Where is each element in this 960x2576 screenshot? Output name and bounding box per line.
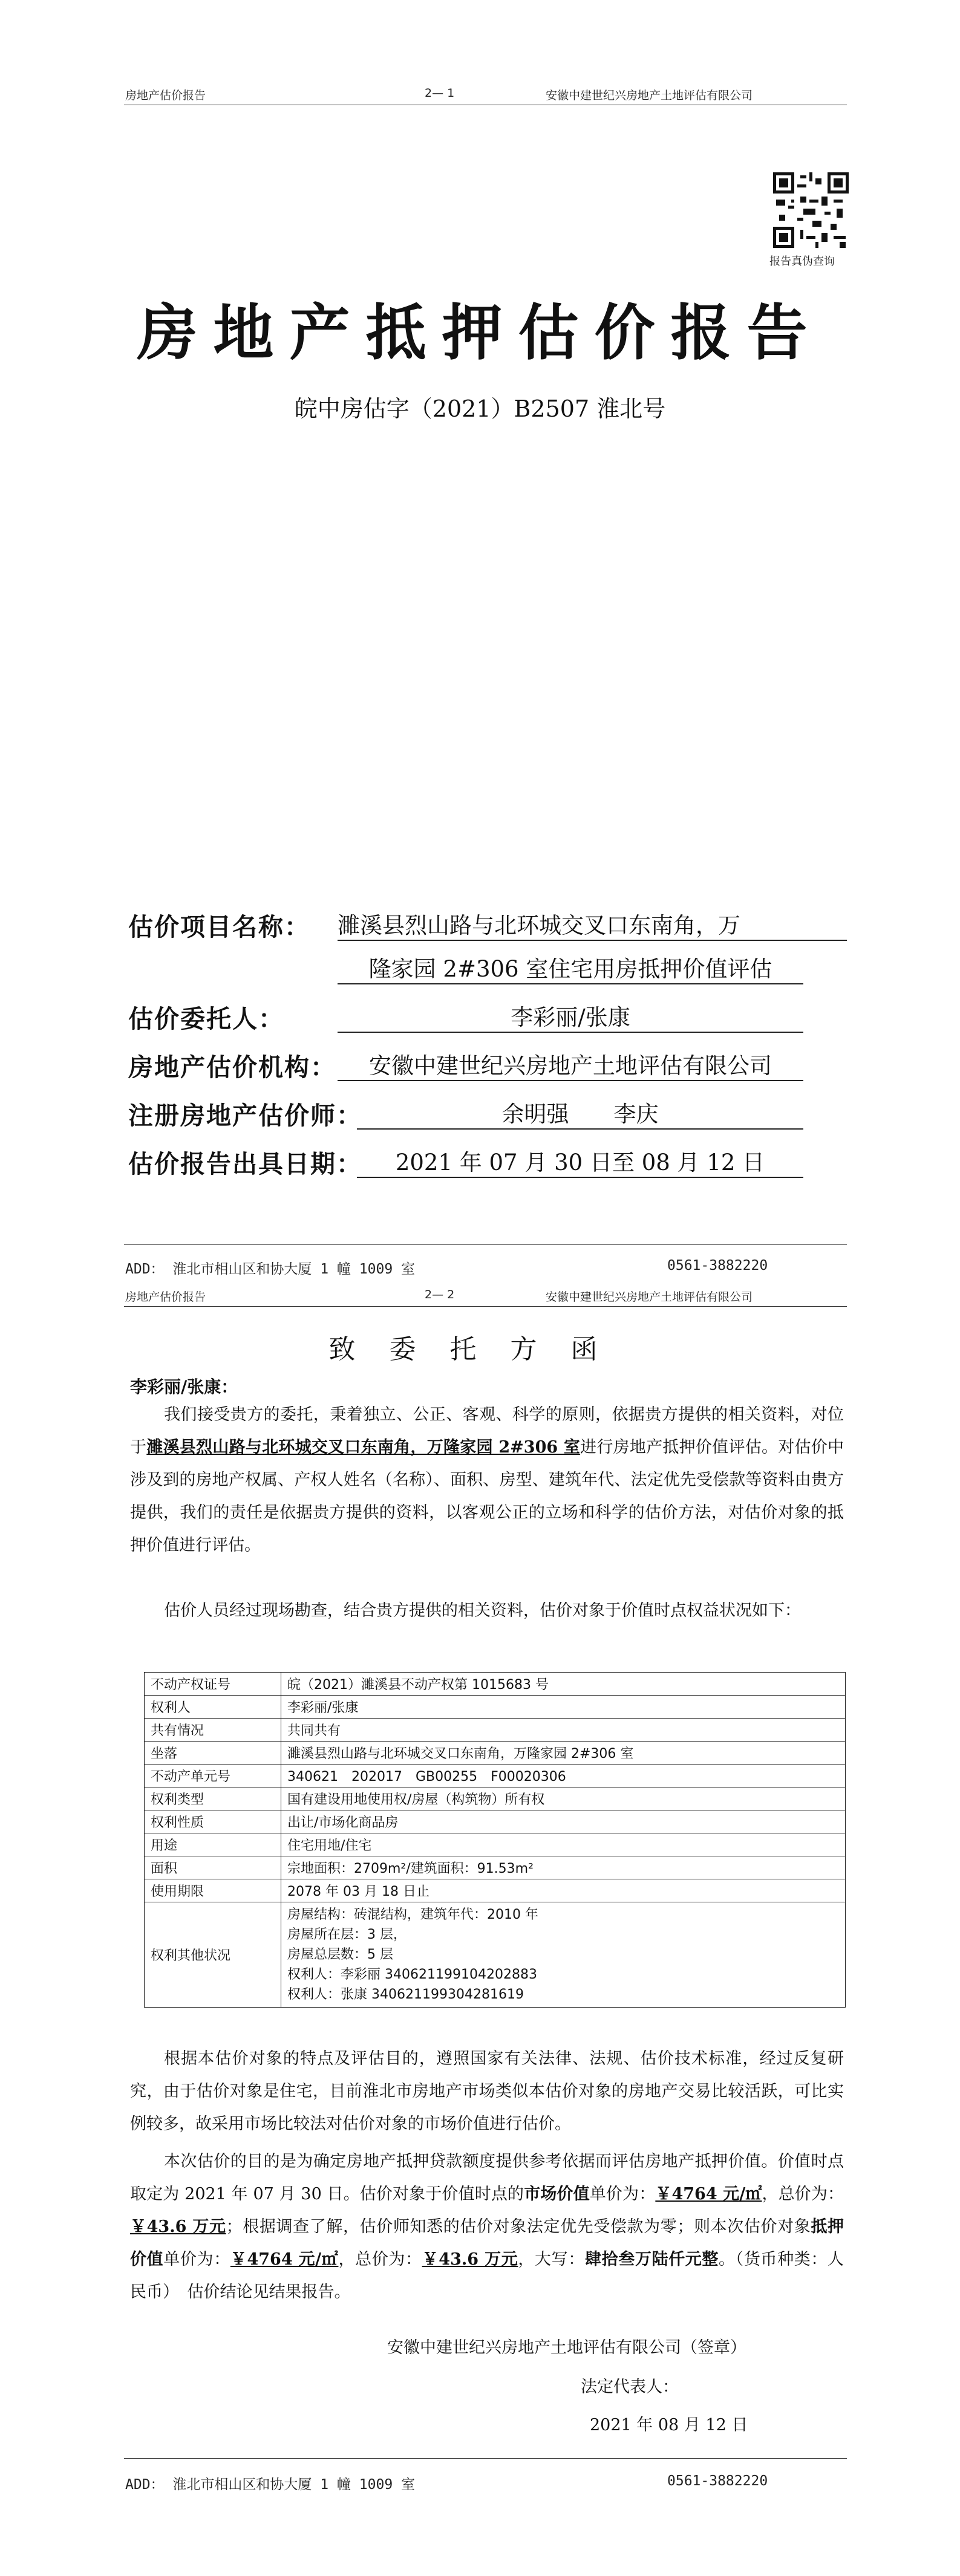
letter-paragraph-2: 估价人员经过现场勘查，结合贵方提供的相关资料，估价对象于价值时点权益状况如下： — [164, 1601, 801, 1620]
project-name-line2: 隆家园 2#306 室住宅用房抵押价值评估 — [338, 951, 803, 984]
market-value-label: 市场价值 — [524, 2185, 590, 2204]
other-status-line: 房屋总层数：5 层 — [287, 1947, 393, 1962]
table-row — [145, 1719, 846, 1742]
table-row — [145, 1833, 846, 1856]
market-unit-price: ￥4764 元/㎡ — [655, 2185, 762, 2204]
table-row — [145, 1787, 846, 1810]
appraiser-value: 余明强 李庆 — [357, 1096, 803, 1130]
para4-text: 本次估价的目的是为确定房地产抵押贷款额度提供参考依据而评估房地产抵押价值。价值时点取定为 2021 年 07 月 30 日。估价对象于价值时点的 — [130, 2152, 844, 2204]
other-status-line: 房屋所在层：3 层， — [287, 1927, 407, 1942]
table-value: 濉溪县烈山路与北环城交叉口东南角，万隆家园 2#306 室 — [281, 1742, 846, 1764]
page2-footer-rule — [124, 2458, 847, 2459]
table-value: 住宅用地/住宅 — [281, 1833, 846, 1856]
table-key: 权利性质 — [145, 1810, 281, 1833]
page2-header-left: 房地产估价报告 — [125, 1290, 206, 1304]
qr-code-icon[interactable] — [773, 172, 849, 248]
letter-title: 致委托方函 — [328, 1334, 632, 1365]
amount-in-words: 肆拾叁万陆仟元整 — [584, 2250, 719, 2269]
page1-header-company: 安徽中建世纪兴房地产土地评估有限公司 — [546, 89, 753, 102]
para1-text-b: 进行房地产抵押价值评估。对估价中涉及到的房地产权属、产权人姓名（名称）、面积、房型、建筑年代、法定优先受偿款等资料由贵方提供，我们的责任是依据贵方提供的资料，以客观公正的立场和科学的估价方法，对估价对象的抵押价值进行评估。 — [130, 1438, 844, 1555]
appraiser-label: 注册房地产估价师： — [128, 1101, 362, 1130]
page1-footer-rule — [124, 1244, 847, 1245]
para1-property-address: 濉溪县烈山路与北环城交叉口东南角，万隆家园 2#306 室 — [146, 1438, 581, 1457]
client-label: 估价委托人： — [128, 1004, 284, 1033]
table-value: 李彩丽/张康 — [281, 1696, 846, 1719]
table-key: 不动产权证号 — [145, 1673, 281, 1696]
table-row — [145, 1673, 846, 1696]
issue-date-value: 2021 年 07 月 30 日至 08 月 12 日 — [357, 1144, 803, 1178]
table-row — [145, 1856, 846, 1879]
page2-header-page: 2— 2 — [425, 1288, 455, 1301]
report-number: 皖中房估字（2021）B2507 淮北号 — [294, 395, 666, 422]
para1-text-a: 我们接受贵方的委托，秉着独立、公正、客观、科学的原则，依据贵方提供的相关资料，对位于 — [130, 1405, 844, 1457]
agency-value: 安徽中建世纪兴房地产土地评估有限公司 — [338, 1047, 803, 1081]
table-key: 坐落 — [145, 1742, 281, 1764]
page1-footer-address: ADD： 淮北市相山区和协大厦 1 幢 1009 室 — [125, 1261, 416, 1277]
letter-paragraph-4 — [130, 2145, 844, 2309]
page2-footer-address: ADD： 淮北市相山区和协大厦 1 幢 1009 室 — [125, 2477, 416, 2493]
table-value: 2078 年 03 月 18 日止 — [281, 1879, 846, 1902]
agency-label: 房地产估价机构： — [128, 1053, 336, 1082]
issue-date-label: 估价报告出具日期： — [128, 1150, 362, 1179]
mortgage-value-label: 抵押价值 — [130, 2217, 844, 2269]
table-key: 权利人 — [145, 1696, 281, 1719]
other-status-cell — [281, 1902, 846, 2008]
table-key: 不动产单元号 — [145, 1764, 281, 1787]
para4-text: ；根据调查了解，估价师知悉的估价对象法定优先受偿款为零；则本次估价对象 — [226, 2217, 811, 2236]
client-value: 李彩丽/张康 — [338, 999, 803, 1033]
page2-footer-phone: 0561-3882220 — [667, 2473, 768, 2489]
table-key: 使用期限 — [145, 1879, 281, 1902]
page1-footer-phone: 0561-3882220 — [667, 1258, 768, 1273]
table-value: 皖（2021）濉溪县不动产权第 1015683 号 — [281, 1673, 846, 1696]
signature-representative: 法定代表人： — [581, 2378, 679, 2396]
page2-header-company: 安徽中建世纪兴房地产土地评估有限公司 — [546, 1290, 753, 1304]
para4-text: 单价为： — [589, 2185, 656, 2204]
page2-header-rule — [124, 1306, 847, 1307]
mortgage-total-price: ￥43.6 万元 — [422, 2250, 518, 2269]
letter-salutation: 李彩丽/张康： — [130, 1377, 238, 1397]
table-key: 用途 — [145, 1833, 281, 1856]
other-status-line: 权利人：李彩丽 340621199104202883 — [287, 1967, 537, 1982]
table-key: 权利其他状况 — [145, 1902, 281, 2008]
table-key: 权利类型 — [145, 1787, 281, 1810]
table-key: 共有情况 — [145, 1719, 281, 1742]
project-name-label: 估价项目名称： — [128, 912, 310, 942]
table-row — [145, 1764, 846, 1787]
letter-paragraph-3: 根据本估价对象的特点及评估目的，遵照国家有关法律、法规、估价技术标准，经过反复研究，由于估价对象是住宅，目前淮北市房地产市场类似本估价对象的房地产交易比较活跃，可比实例较多，故采用市场比较法对估价对象的市场价值进行估价。 — [130, 2049, 844, 2133]
table-value: 出让/市场化商品房 — [281, 1810, 846, 1833]
table-value: 340621 202017 GB00255 F00020306 — [281, 1764, 846, 1787]
table-row — [145, 1696, 846, 1719]
table-row — [145, 1742, 846, 1764]
para4-text: 。（货币种类：人民币） 估价结论见结果报告。 — [130, 2250, 844, 2301]
qr-caption: 报告真伪查询 — [769, 255, 835, 268]
other-status-line: 房屋结构：砖混结构，建筑年代：2010 年 — [287, 1907, 538, 1922]
table-value: 宗地面积：2709m²/建筑面积：91.53m² — [281, 1856, 846, 1879]
signature-date: 2021 年 08 月 12 日 — [590, 2416, 748, 2435]
para4-text: ，总价为： — [338, 2250, 422, 2269]
table-value: 共同共有 — [281, 1719, 846, 1742]
market-total-price: ￥43.6 万元 — [130, 2217, 226, 2236]
report-title: 房地产抵押估价报告 — [137, 297, 823, 368]
property-rights-table — [144, 1672, 846, 2008]
letter-paragraph-1 — [130, 1399, 844, 1562]
table-row — [145, 1902, 846, 2008]
table-key: 面积 — [145, 1856, 281, 1879]
page1-header-left: 房地产估价报告 — [125, 89, 206, 102]
project-name-line1: 濉溪县烈山路与北环城交叉口东南角，万 — [338, 907, 847, 941]
table-row — [145, 1879, 846, 1902]
signature-company: 安徽中建世纪兴房地产土地评估有限公司（签章） — [387, 2338, 746, 2357]
table-row — [145, 1810, 846, 1833]
mortgage-unit-price: ￥4764 元/㎡ — [230, 2250, 339, 2269]
para4-text: ，大写： — [518, 2250, 585, 2269]
para4-text: ，总价为： — [762, 2185, 844, 2204]
page1-header-page: 2— 1 — [425, 86, 455, 100]
table-value: 国有建设用地使用权/房屋（构筑物）所有权 — [281, 1787, 846, 1810]
other-status-line: 权利人：张康 340621199304281619 — [287, 1987, 524, 2002]
para4-text: 单价为： — [163, 2250, 230, 2269]
